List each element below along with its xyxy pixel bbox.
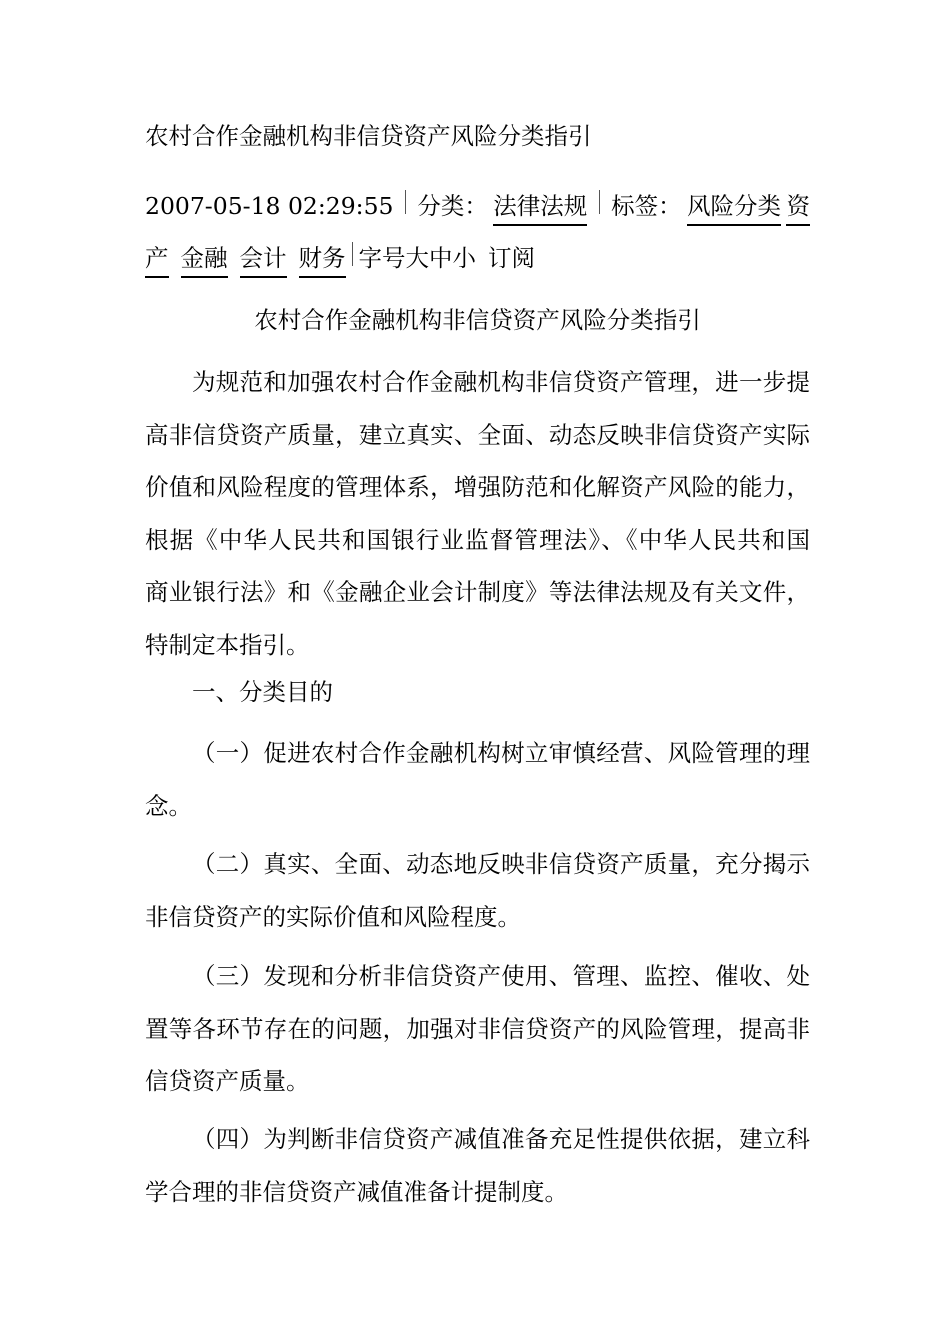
paragraph-line: 根据《中华人民共和国银行业监督管理法》、《中华人民共和国 bbox=[145, 525, 810, 554]
paragraph-line: （一）促进农村合作金融机构树立审慎经营、风险管理的理 bbox=[192, 739, 810, 767]
meta-separator bbox=[405, 190, 406, 214]
tags-label: 标签： bbox=[611, 192, 682, 220]
meta-row-1 bbox=[145, 180, 810, 232]
document-title: 农村合作金融机构非信贷资产风险分类指引 bbox=[254, 306, 701, 334]
paragraph-line: 价值和风险程度的管理体系，增强防范和化解资产风险的能力， bbox=[145, 473, 810, 501]
item-paragraph-2 bbox=[145, 838, 810, 943]
tag-link-accounting[interactable]: 会计 bbox=[240, 241, 287, 278]
subscribe-link[interactable]: 订阅 bbox=[488, 244, 535, 272]
section-heading bbox=[145, 666, 810, 719]
section-heading-text: 一、分类目的 bbox=[192, 678, 333, 706]
tag-link-finance[interactable]: 金融 bbox=[181, 241, 228, 278]
meta-separator bbox=[599, 190, 600, 214]
paragraph-line: 非信贷资产的实际价值和风险程度。 bbox=[145, 902, 521, 931]
paragraph-line: 为规范和加强农村合作金融机构非信贷资产管理，进一步提 bbox=[192, 368, 810, 396]
tag-link-assets-part1[interactable]: 资 bbox=[786, 189, 810, 226]
paragraph-line: （四）为判断非信贷资产减值准备充足性提供依据，建立科 bbox=[192, 1125, 810, 1153]
paragraph-line: 特制定本指引。 bbox=[145, 630, 310, 659]
meta-separator bbox=[352, 242, 353, 266]
item-paragraph-4 bbox=[145, 1113, 810, 1218]
tag-link-assets-part2[interactable]: 产 bbox=[145, 241, 169, 278]
font-size-control[interactable]: 字号大中小 bbox=[358, 244, 476, 272]
item-paragraph-3 bbox=[145, 950, 810, 1108]
paragraph-line: 信贷资产质量。 bbox=[145, 1067, 310, 1095]
item-paragraph-1 bbox=[145, 727, 810, 832]
paragraph-line: 高非信贷资产质量，建立真实、全面、动态反映非信贷资产实际 bbox=[145, 420, 810, 449]
category-label: 分类： bbox=[417, 192, 488, 220]
tag-link-financial-affairs[interactable]: 财务 bbox=[299, 241, 346, 278]
post-datetime: 2007-05-18 02:29:55 bbox=[145, 192, 394, 220]
paragraph-line: 置等各环节存在的问题，加强对非信贷资产的风险管理，提高非 bbox=[145, 1014, 810, 1043]
meta-row-2 bbox=[145, 232, 810, 284]
paragraph-line: 念。 bbox=[145, 791, 192, 820]
paragraph-line: 商业银行法》和《金融企业会计制度》等法律法规及有关文件， bbox=[145, 578, 810, 606]
intro-paragraph bbox=[145, 356, 810, 671]
paragraph-line: （二）真实、全面、动态地反映非信贷资产质量，充分揭示 bbox=[192, 850, 810, 878]
tag-link-risk-classification[interactable]: 风险分类 bbox=[687, 189, 781, 226]
paragraph-line: （三）发现和分析非信贷资产使用、管理、监控、催收、处 bbox=[192, 962, 810, 990]
page-title: 农村合作金融机构非信贷资产风险分类指引 bbox=[145, 122, 592, 150]
article-meta bbox=[145, 180, 810, 284]
paragraph-line: 学合理的非信贷资产减值准备计提制度。 bbox=[145, 1177, 568, 1206]
category-link[interactable]: 法律法规 bbox=[493, 189, 587, 226]
